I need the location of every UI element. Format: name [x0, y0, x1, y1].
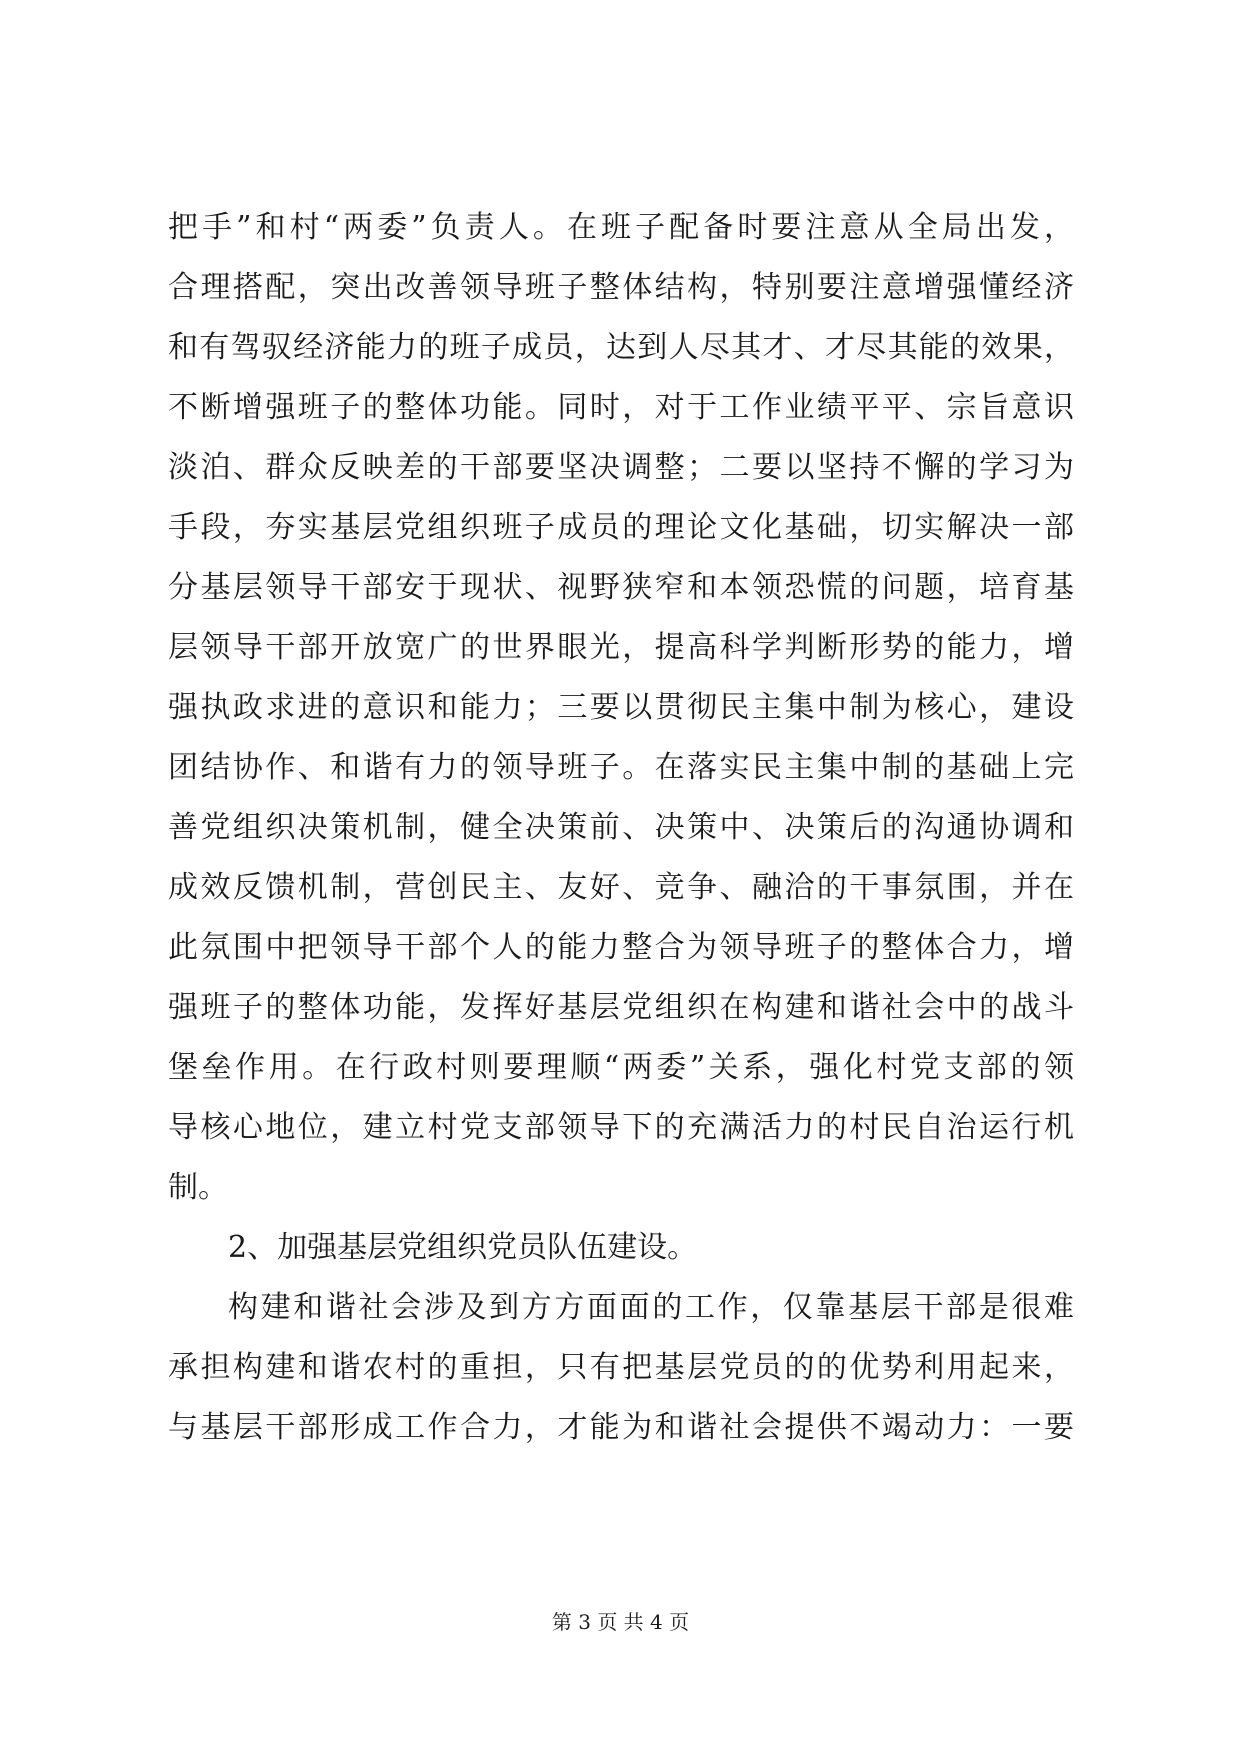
text-line: 善党组织决策机制，健全决策前、决策中、决策后的沟通协调和: [168, 810, 1074, 845]
text-line: 构建和谐社会涉及到方方面面的工作，仅靠基层干部是很难: [228, 1290, 1074, 1325]
section-heading: 2、加强基层党组织党员队伍建设。: [228, 1230, 698, 1265]
text-line: 强执政求进的意识和能力；三要以贯彻民主集中制为核心，建设: [168, 690, 1074, 725]
text-line: 手段，夯实基层党组织班子成员的理论文化基础，切实解决一部: [168, 510, 1074, 545]
text-line: 导核心地位，建立村党支部领导下的充满活力的村民自治运行机: [168, 1110, 1074, 1145]
text-line: 堡垒作用。在行政村则要理顺“两委”关系，强化村党支部的领: [168, 1050, 1074, 1085]
text-line: 和有驾驭经济能力的班子成员，达到人尽其才、才尽其能的效果，: [168, 330, 1074, 365]
text-line: 承担构建和谐农村的重担，只有把基层党员的的优势利用起来，: [168, 1350, 1074, 1385]
text-line: 不断增强班子的整体功能。同时，对于工作业绩平平、宗旨意识: [168, 390, 1074, 425]
text-line: 把手”和村“两委”负责人。在班子配备时要注意从全局出发，: [168, 210, 1074, 245]
text-line: 分基层领导干部安于现状、视野狭窄和本领恐慌的问题，培育基: [168, 570, 1074, 605]
page-number-footer: 第 3 页 共 4 页: [551, 1610, 690, 1634]
text-line: 淡泊、群众反映差的干部要坚决调整；二要以坚持不懈的学习为: [168, 450, 1074, 485]
text-line: 制。: [168, 1170, 228, 1205]
document-body: [168, 198, 1074, 1458]
text-line: 团结协作、和谐有力的领导班子。在落实民主集中制的基础上完: [168, 750, 1074, 785]
text-line: 层领导干部开放宽广的世界眼光，提高科学判断形势的能力，增: [168, 630, 1074, 665]
text-line: 合理搭配，突出改善领导班子整体结构，特别要注意增强懂经济: [168, 270, 1074, 305]
text-line: 与基层干部形成工作合力，才能为和谐社会提供不竭动力：一要: [168, 1410, 1074, 1445]
text-line: 此氛围中把领导干部个人的能力整合为领导班子的整体合力，增: [168, 930, 1074, 965]
text-line: 成效反馈机制，营创民主、友好、竞争、融洽的干事氛围，并在: [168, 870, 1074, 905]
text-line: 强班子的整体功能，发挥好基层党组织在构建和谐社会中的战斗: [168, 990, 1074, 1025]
